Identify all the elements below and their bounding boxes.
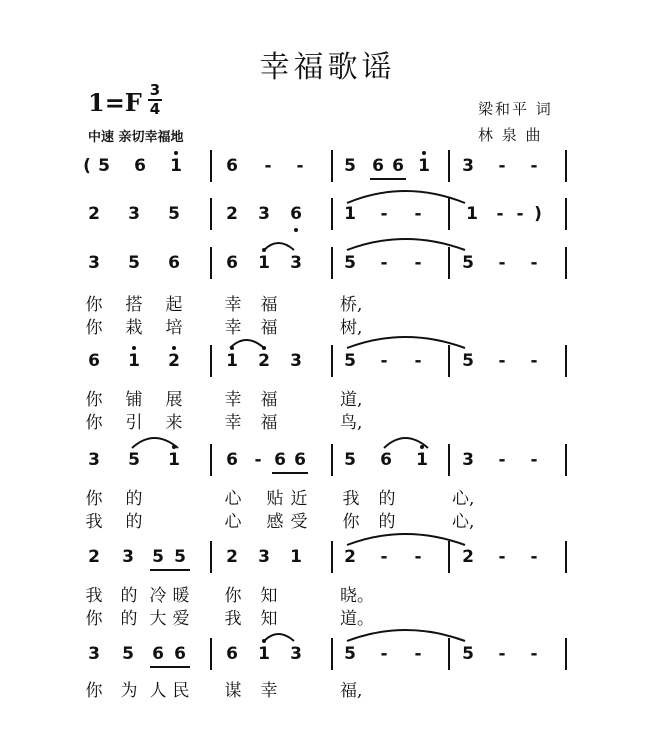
lyric: 铺 [125, 390, 143, 410]
barline [565, 444, 567, 476]
slur [262, 627, 298, 643]
note: 3 [258, 547, 270, 567]
note: 5 [462, 644, 474, 664]
note: 5 [344, 450, 356, 470]
note: 3 [88, 253, 100, 273]
note: 2 [462, 547, 474, 567]
slur [228, 334, 268, 350]
dash: - [414, 204, 422, 224]
lyricist-credit: 梁和平 词 [478, 100, 553, 118]
lyric: 搭 [125, 295, 143, 315]
lyric: 贴 [266, 489, 284, 509]
note: 6 [174, 644, 186, 664]
lyric: 你 [224, 586, 242, 606]
underline [370, 178, 406, 180]
note: 3 [462, 450, 474, 470]
note: 1 [290, 547, 302, 567]
lyric: 受 [290, 512, 308, 532]
barline [448, 444, 450, 476]
lyric: 心, [452, 489, 475, 509]
note: 6 [294, 450, 306, 470]
tie [345, 234, 475, 254]
slur [262, 236, 298, 252]
note: 6 [274, 450, 286, 470]
underline [272, 472, 308, 474]
note: 3 [122, 547, 134, 567]
octave-dot [174, 151, 178, 155]
tie [345, 185, 475, 207]
lyric: 你 [85, 681, 103, 701]
lyric: 幸 [224, 413, 242, 433]
barline [210, 345, 212, 377]
note: 1 [258, 253, 270, 273]
octave-dot [422, 151, 426, 155]
tie [345, 332, 475, 352]
lyric: 展 [165, 390, 183, 410]
dash: - [380, 204, 388, 224]
note: 6 [290, 204, 302, 224]
note: 6 [226, 450, 238, 470]
dash: - [498, 351, 506, 371]
lyric: 桥, [340, 295, 363, 315]
lyric: 的 [120, 586, 138, 606]
time-signature-bottom: 4 [149, 100, 161, 118]
dash: - [414, 351, 422, 371]
note: 6 [152, 644, 164, 664]
lyric: 引 [125, 413, 143, 433]
barline [210, 150, 212, 182]
note: 2 [344, 547, 356, 567]
lyric: 来 [165, 413, 183, 433]
note: 3 [88, 450, 100, 470]
barline [210, 198, 212, 230]
lyric: 福 [260, 390, 278, 410]
key-signature: 1=F [88, 88, 142, 117]
barline [210, 541, 212, 573]
barline [210, 638, 212, 670]
tempo-marking: 中速 亲切幸福地 [88, 130, 184, 145]
note: 2 [168, 351, 180, 371]
note: 6 [226, 644, 238, 664]
lyric: 爱 [172, 609, 190, 629]
lyric: 的 [125, 512, 143, 532]
tie [345, 529, 475, 549]
lyric: 晓。 [340, 586, 374, 606]
note: 6 [380, 450, 392, 470]
note: 5 [462, 351, 474, 371]
lyric: 幸 [224, 390, 242, 410]
octave-dot [132, 346, 136, 350]
note: 5 [344, 351, 356, 371]
dash: - [264, 156, 272, 176]
dash: - [498, 156, 506, 176]
dash: - [530, 547, 538, 567]
lyric: 人 [149, 681, 167, 701]
barline [210, 247, 212, 279]
barline [448, 150, 450, 182]
slur [130, 432, 182, 450]
underline [150, 666, 190, 668]
barline [331, 638, 333, 670]
dash: - [296, 156, 304, 176]
lyric: 心, [452, 512, 475, 532]
lyric: 的 [120, 609, 138, 629]
dash: - [530, 351, 538, 371]
lyric: 你 [85, 413, 103, 433]
lyric: 树, [340, 318, 363, 338]
dash: - [254, 450, 262, 470]
dash: - [414, 547, 422, 567]
note: 6 [226, 253, 238, 273]
lyric: 暖 [172, 586, 190, 606]
dash: - [530, 253, 538, 273]
dash: - [498, 547, 506, 567]
note: 6 [372, 156, 384, 176]
dash: - [530, 156, 538, 176]
note: 5 [168, 204, 180, 224]
note: 2 [88, 204, 100, 224]
octave-dot [172, 346, 176, 350]
lyric: 你 [85, 295, 103, 315]
time-signature [146, 82, 164, 118]
paren-open: ( [83, 156, 91, 176]
dash: - [516, 204, 524, 224]
note: 1 [170, 156, 182, 176]
paren-close: ) [534, 204, 542, 224]
lyric: 福 [260, 318, 278, 338]
note: 2 [226, 547, 238, 567]
lyric: 民 [172, 681, 190, 701]
lyric: 你 [85, 609, 103, 629]
dash: - [380, 644, 388, 664]
dash: - [380, 351, 388, 371]
note: 5 [344, 644, 356, 664]
note: 5 [122, 644, 134, 664]
lyric: 我 [224, 609, 242, 629]
dash: - [380, 253, 388, 273]
barline [565, 541, 567, 573]
note: 1 [128, 351, 140, 371]
note: 1 [258, 644, 270, 664]
note: 3 [128, 204, 140, 224]
note: 5 [128, 253, 140, 273]
lyric: 的 [125, 489, 143, 509]
note: 1 [344, 204, 356, 224]
note: 3 [88, 644, 100, 664]
lyric: 为 [120, 681, 138, 701]
note: 5 [152, 547, 164, 567]
tie [345, 625, 475, 645]
barline [331, 150, 333, 182]
note: 3 [290, 253, 302, 273]
dash: - [414, 253, 422, 273]
note: 6 [392, 156, 404, 176]
dash: - [380, 547, 388, 567]
dash: - [530, 644, 538, 664]
barline [565, 150, 567, 182]
barline [331, 198, 333, 230]
note: 5 [128, 450, 140, 470]
note: 5 [344, 253, 356, 273]
note: 3 [290, 351, 302, 371]
lyric: 道。 [340, 609, 374, 629]
lyric: 心 [224, 512, 242, 532]
note: 2 [226, 204, 238, 224]
note: 1 [466, 204, 478, 224]
lyric: 幸 [260, 681, 278, 701]
lyric: 的 [378, 512, 396, 532]
lyric: 你 [85, 318, 103, 338]
note: 5 [98, 156, 110, 176]
lyric: 鸟, [340, 413, 363, 433]
barline [565, 198, 567, 230]
note: 3 [258, 204, 270, 224]
note: 3 [462, 156, 474, 176]
note: 3 [290, 644, 302, 664]
barline [565, 247, 567, 279]
lyric: 福 [260, 295, 278, 315]
barline [565, 345, 567, 377]
note: 5 [344, 156, 356, 176]
dash: - [498, 253, 506, 273]
dash: - [530, 450, 538, 470]
lyric: 道, [340, 390, 363, 410]
barline [331, 444, 333, 476]
note: 5 [174, 547, 186, 567]
lyric: 栽 [125, 318, 143, 338]
lyric: 大 [149, 609, 167, 629]
composer-credit: 林 泉 曲 [478, 126, 543, 144]
note: 2 [258, 351, 270, 371]
dash: - [498, 450, 506, 470]
note: 6 [88, 351, 100, 371]
lyric: 福, [340, 681, 363, 701]
lyric: 心 [224, 489, 242, 509]
lyric: 知 [260, 609, 278, 629]
lyric: 幸 [224, 318, 242, 338]
lyric: 冷 [149, 586, 167, 606]
note: 1 [168, 450, 180, 470]
underline [150, 569, 190, 571]
lyric: 的 [378, 489, 396, 509]
lyric: 培 [165, 318, 183, 338]
lyric: 近 [290, 489, 308, 509]
barline [331, 541, 333, 573]
lyric: 幸 [224, 295, 242, 315]
lyric: 你 [342, 512, 360, 532]
barline [331, 345, 333, 377]
lyric: 你 [85, 489, 103, 509]
dash: - [414, 644, 422, 664]
lyric: 我 [342, 489, 360, 509]
note: 6 [168, 253, 180, 273]
lyric: 我 [85, 586, 103, 606]
lyric: 起 [165, 295, 183, 315]
note: 1 [418, 156, 430, 176]
lyric: 知 [260, 586, 278, 606]
note: 6 [134, 156, 146, 176]
lyric: 谋 [224, 681, 242, 701]
slur [382, 432, 432, 450]
time-signature-top: 3 [149, 81, 161, 99]
note: 2 [88, 547, 100, 567]
song-title: 幸福歌谣 [259, 50, 396, 85]
barline [331, 247, 333, 279]
barline [210, 444, 212, 476]
note: 6 [226, 156, 238, 176]
note: 5 [462, 253, 474, 273]
dash: - [496, 204, 504, 224]
lyric: 你 [85, 390, 103, 410]
lyric: 我 [85, 512, 103, 532]
note: 1 [226, 351, 238, 371]
lyric: 福 [260, 413, 278, 433]
lower-octave-dot [294, 228, 298, 232]
barline [565, 638, 567, 670]
dash: - [498, 644, 506, 664]
note: 1 [416, 450, 428, 470]
lyric: 感 [266, 512, 284, 532]
